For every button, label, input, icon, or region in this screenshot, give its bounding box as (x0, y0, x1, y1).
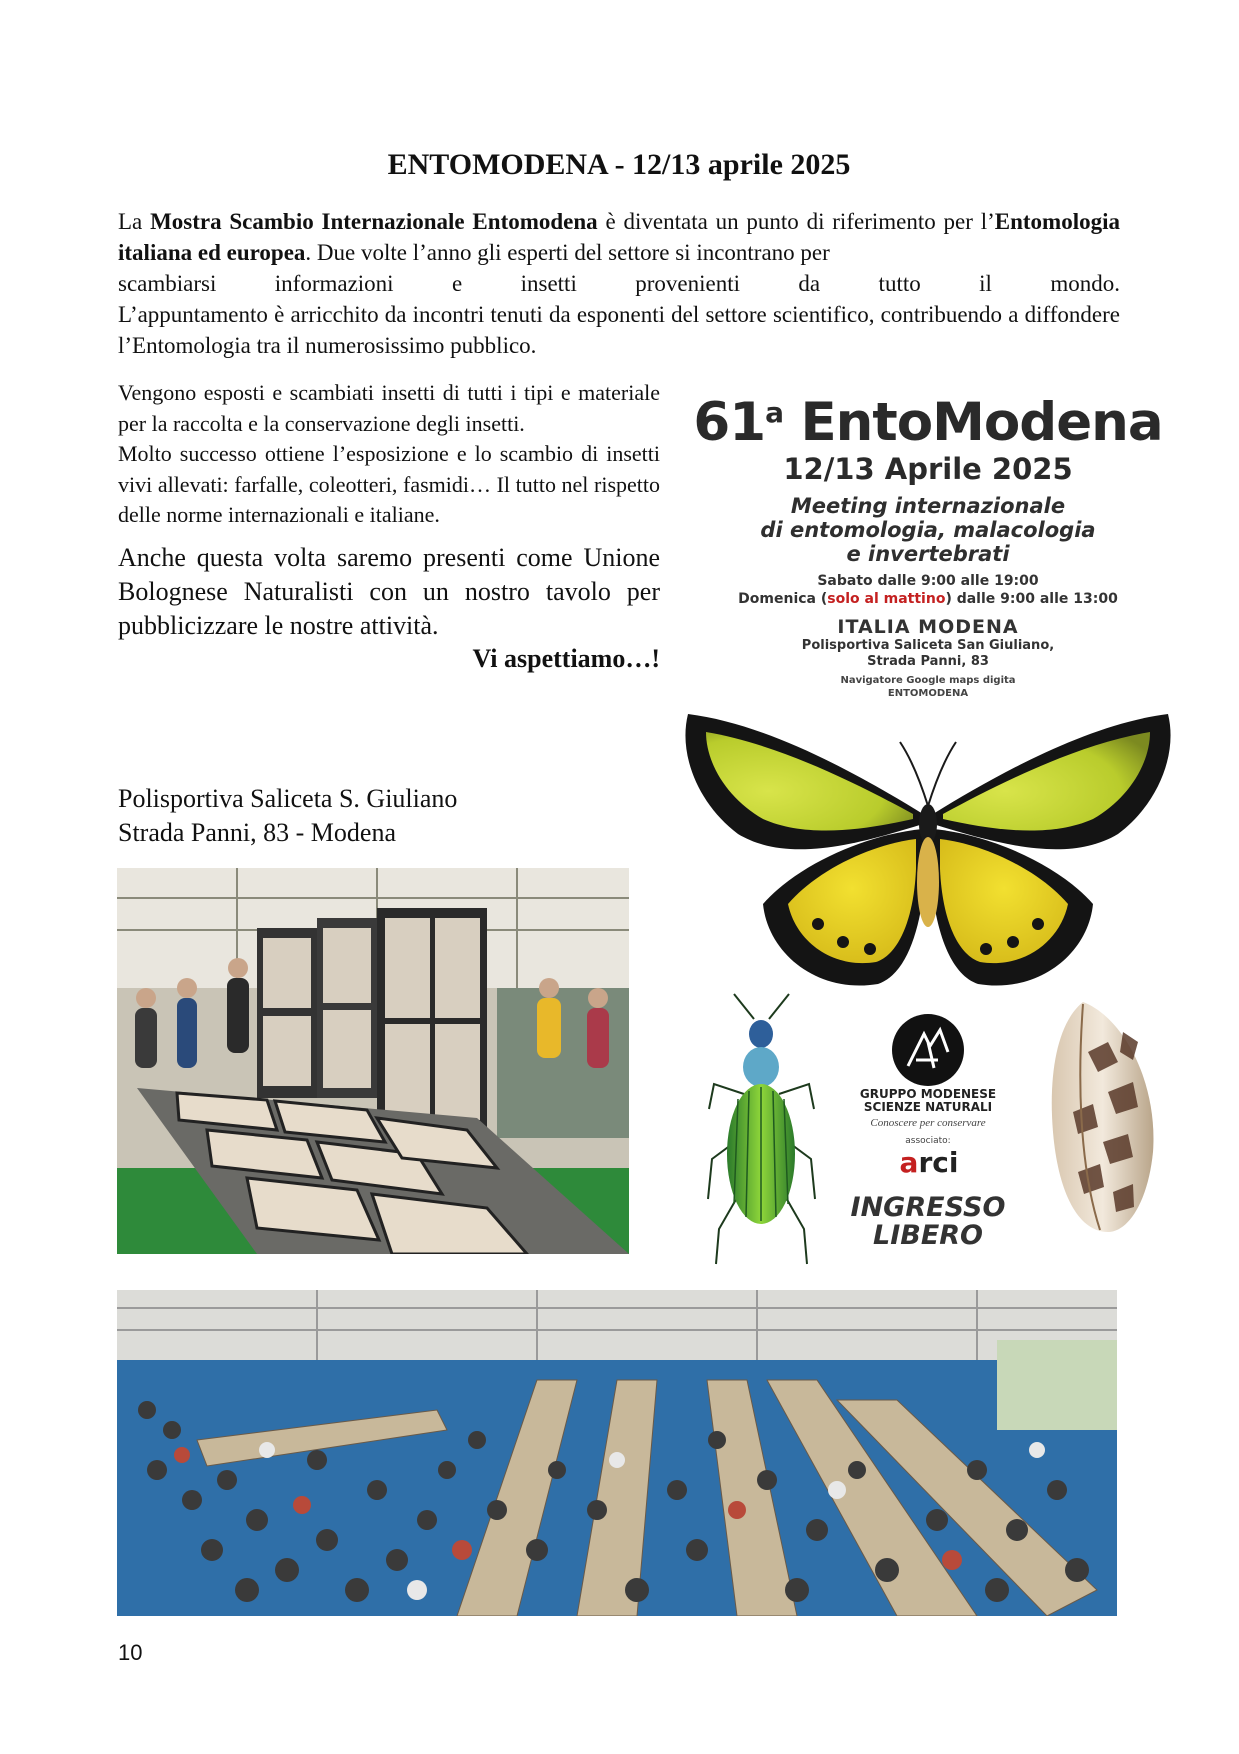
poster-place-city: ITALIA MODENA (837, 616, 1019, 638)
intro-text: L’appuntamento è arricchito da incontri tenuti da esponenti del settore scientifico, contribuendo a diffondere l’Entomologia tra il numerosissimo pubblico. (118, 302, 1120, 358)
poster-motto: Conoscere per conservare (870, 1117, 986, 1129)
poster-free-entry (808, 1194, 1048, 1250)
intro-text: è diventata un punto di riferimento per l’ (597, 209, 995, 234)
shell-illustration (1038, 992, 1168, 1237)
poster-nav-line: ENTOMODENA (887, 688, 969, 699)
poster-place-street: Strada Panni, 83 (867, 654, 989, 669)
poster-sunday (678, 590, 1178, 608)
paragraph-exhibits: Vengono esposti e scambiati insetti di tutti i tipi e materiale per la raccolta e la conservazione degli insetti. (118, 380, 660, 436)
intro-bold-entomology: Entomologia italiana ed europea (118, 209, 1120, 265)
poster-meeting-line: Meeting internazionale (790, 494, 1066, 518)
page-number: 10 (118, 1640, 143, 1665)
poster-entry-line: LIBERO (872, 1220, 984, 1251)
arci-logo-rci: rci (918, 1146, 959, 1179)
gruppo-logo (890, 1012, 966, 1088)
event-poster (678, 384, 1178, 1274)
poster-hours (678, 572, 1178, 608)
poster-meeting-line: e invertebrati (846, 542, 1010, 566)
poster-event-name: EntoModena (800, 392, 1163, 453)
intro-text: . Due volte l’anno gli esperti del settore si incontrano per (305, 240, 830, 265)
poster-title (678, 392, 1178, 453)
poster-place-venue: Polisportiva Saliceta San Giuliano, (801, 638, 1055, 653)
poster-saturday: Sabato dalle 9:00 alle 19:00 (817, 573, 1039, 589)
poster-dates: 12/13 Aprile 2025 (783, 452, 1073, 486)
poster-edition-suffix: a (765, 396, 783, 429)
intro-bold-exhibition: Mostra Scambio Internazionale Entomodena (150, 209, 598, 234)
intro-text: La (118, 209, 151, 234)
arci-logo (874, 1146, 984, 1179)
photo-exhibition-hall (117, 1290, 1117, 1616)
poster-nav-line: Navigatore Google maps digita (840, 675, 1016, 686)
paragraph-ubn: Anche questa volta saremo presenti come Unione Bolognese Naturalisti con un nostro tavolo per pubblicizzare le nostre attività. (118, 542, 660, 640)
poster-org-line: GRUPPO MODENESE (859, 1087, 997, 1101)
intro-paragraph (118, 206, 1120, 361)
left-column (118, 378, 660, 675)
address-line: Strada Panni, 83 - Modena (118, 818, 397, 847)
poster-meeting (678, 494, 1178, 566)
poster-edition: 61 (693, 392, 766, 453)
page-title: ENTOMODENA - 12/13 aprile 2025 (387, 148, 851, 181)
paragraph-live-insects: Molto successo ottiene l’esposizione e lo scambio di insetti vivi allevati: farfalle, coleotteri, fasmidi… Il tutto nel rispetto delle norme internazionali e italiane. (118, 441, 660, 527)
intro-text: scambiarsi informazioni e insetti provenienti da tutto il mondo. (118, 271, 1120, 296)
poster-sunday-text: Domenica ( (738, 591, 828, 607)
closing-line: Vi aspettiamo…! (472, 643, 660, 673)
poster-org-line: SCIENZE NATURALI (863, 1100, 993, 1114)
beetle-illustration (704, 989, 819, 1274)
photo-display-cases (117, 868, 629, 1254)
address-line: Polisportiva Saliceta S. Giuliano (118, 784, 458, 813)
poster-sunday-highlight: solo al mattino (827, 591, 946, 607)
arci-logo-a: a (899, 1146, 919, 1179)
poster-associated: associato: (905, 1136, 951, 1146)
poster-organization (828, 1088, 1028, 1114)
address-block (118, 782, 457, 850)
poster-sunday-text: ) dalle 9:00 alle 13:00 (945, 591, 1118, 607)
poster-entry-line: INGRESSO (850, 1192, 1006, 1223)
poster-meeting-line: di entomologia, malacologia (760, 518, 1096, 542)
butterfly-illustration (678, 624, 1178, 994)
